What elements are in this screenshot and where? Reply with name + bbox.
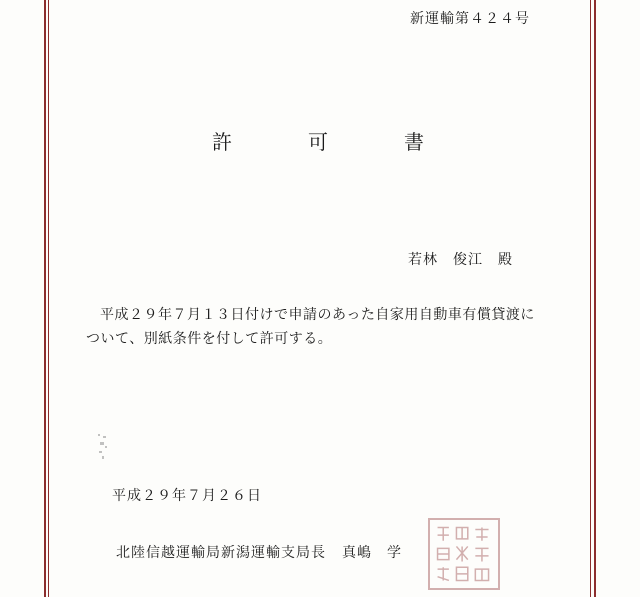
title-char-3: 書: [404, 130, 424, 154]
title-char-1: 許: [212, 130, 232, 154]
body-line-1: 平成２９年７月１３日付けで申請のあった自家用自動車有償貸渡に: [100, 307, 535, 323]
document-title: [212, 126, 500, 155]
title-char-2: 可: [308, 130, 328, 154]
issue-date: 平成２９年７月２６日: [112, 488, 262, 504]
issuer: [116, 542, 402, 562]
recipient-honorific: 殿: [498, 252, 513, 268]
document-number: 新運輸第４２４号: [410, 11, 530, 27]
official-seal-icon: [428, 518, 500, 590]
left-border-inner-line: [48, 0, 49, 597]
right-border-outer-line: [594, 0, 596, 597]
permit-body: [86, 303, 578, 351]
right-border-inner-line: [590, 0, 591, 597]
issuer-name: 真嶋 学: [342, 545, 402, 561]
body-line-2: ついて、別紙条件を付して許可する。: [86, 331, 333, 347]
left-border-outer-line: [44, 0, 46, 597]
recipient-name: 若林 俊江: [408, 252, 483, 268]
recipient: [408, 249, 513, 269]
issuer-office: 北陸信越運輸局新潟運輸支局長: [116, 545, 326, 561]
faded-stamp-mark: [96, 432, 112, 462]
